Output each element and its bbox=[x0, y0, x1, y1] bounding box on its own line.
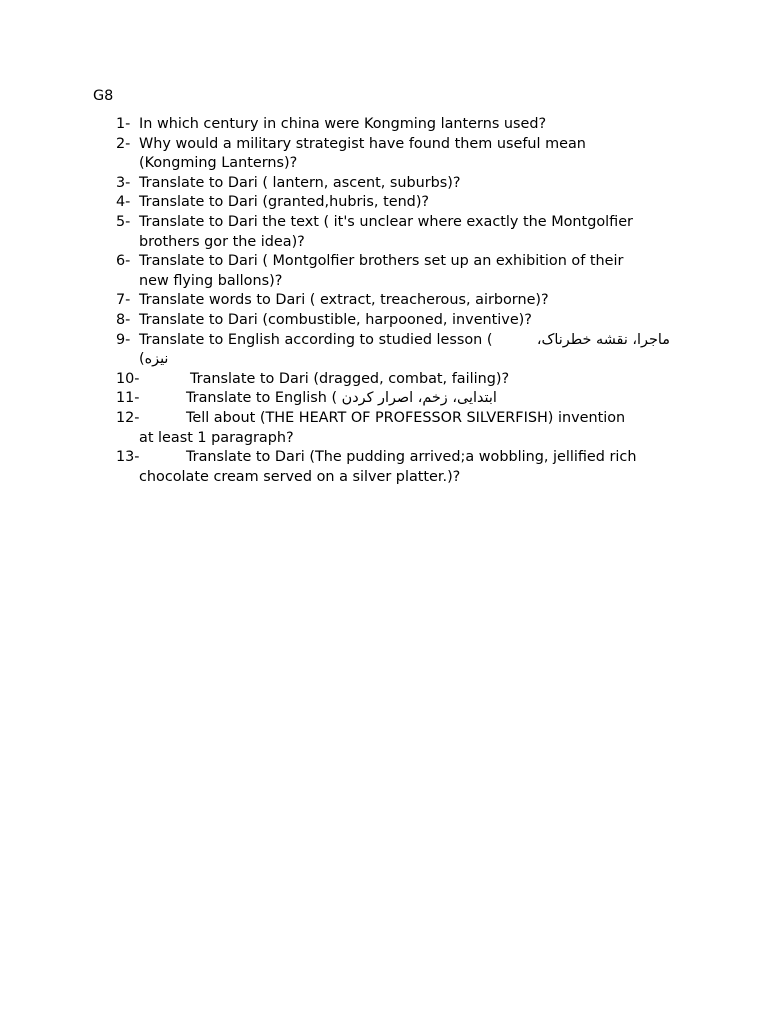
question-number: 3- bbox=[116, 174, 131, 191]
question-number: 7- bbox=[116, 292, 131, 309]
question-text: Translate to Dari the text ( it's unclear where exactly the Montgolfier bbox=[139, 213, 633, 230]
question-item bbox=[0, 174, 768, 194]
question-item bbox=[0, 331, 768, 370]
question-number: 12- bbox=[116, 409, 140, 426]
question-item bbox=[0, 193, 768, 213]
question-text: Translate to Dari (combustible, harpooned, inventive)? bbox=[139, 311, 532, 328]
question-text: In which century in china were Kongming lanterns used? bbox=[139, 116, 547, 132]
question-text: Why would a military strategist have found them useful mean bbox=[139, 135, 586, 152]
question-farsi-text: ابتدایی، زخم، اصرار کردن bbox=[341, 390, 497, 407]
question-text-continued: نیزه) bbox=[139, 351, 169, 368]
question-text: Translate to Dari (dragged, combat, failing)? bbox=[190, 370, 510, 387]
question-text: Tell about (THE HEART OF PROFESSOR SILVERFISH) invention bbox=[186, 409, 626, 426]
question-item bbox=[0, 389, 768, 409]
question-item bbox=[0, 370, 768, 390]
question-number: 10- bbox=[116, 370, 140, 387]
question-list bbox=[0, 115, 768, 487]
question-item bbox=[0, 135, 768, 174]
question-text-continued: chocolate cream served on a silver platter.)? bbox=[139, 468, 461, 485]
question-number: 8- bbox=[116, 311, 131, 328]
question-number: 9- bbox=[116, 331, 131, 348]
question-text: Translate to Dari (The pudding arrived;a wobbling, jellified rich bbox=[186, 449, 637, 466]
question-number: 11- bbox=[116, 390, 140, 407]
question-text: Translate to Dari (granted,hubris, tend)? bbox=[139, 194, 430, 211]
question-text-continued: new flying ballons)? bbox=[139, 272, 283, 289]
question-number: 4- bbox=[116, 194, 131, 211]
question-text: Translate to English according to studied lesson ( bbox=[139, 331, 493, 348]
question-item bbox=[0, 252, 768, 291]
question-item bbox=[0, 213, 768, 252]
question-item bbox=[0, 448, 768, 487]
question-item bbox=[0, 291, 768, 311]
question-number: 2- bbox=[116, 135, 131, 152]
question-item bbox=[0, 409, 768, 448]
question-number: 5- bbox=[116, 213, 131, 230]
question-text-continued: (Kongming Lanterns)? bbox=[139, 155, 298, 172]
question-farsi-text: ماجرا، نقشه خطرناک، bbox=[536, 331, 670, 348]
question-item bbox=[0, 311, 768, 331]
question-text bbox=[186, 389, 497, 409]
question-text: Translate to Dari ( lantern, ascent, suburbs)? bbox=[139, 174, 461, 191]
question-number: 13- bbox=[116, 449, 140, 466]
question-item bbox=[0, 115, 768, 135]
question-number: 6- bbox=[116, 253, 131, 270]
question-number: 1- bbox=[116, 116, 131, 132]
question-text-continued: at least 1 paragraph? bbox=[139, 429, 294, 446]
question-text-latin: Translate to English ( bbox=[186, 390, 338, 407]
question-text: Translate words to Dari ( extract, treacherous, airborne)? bbox=[139, 292, 549, 309]
question-text-continued: brothers gor the idea)? bbox=[139, 233, 305, 250]
document-heading: G8 bbox=[93, 88, 114, 104]
question-text: Translate to Dari ( Montgolfier brothers set up an exhibition of their bbox=[139, 253, 624, 270]
